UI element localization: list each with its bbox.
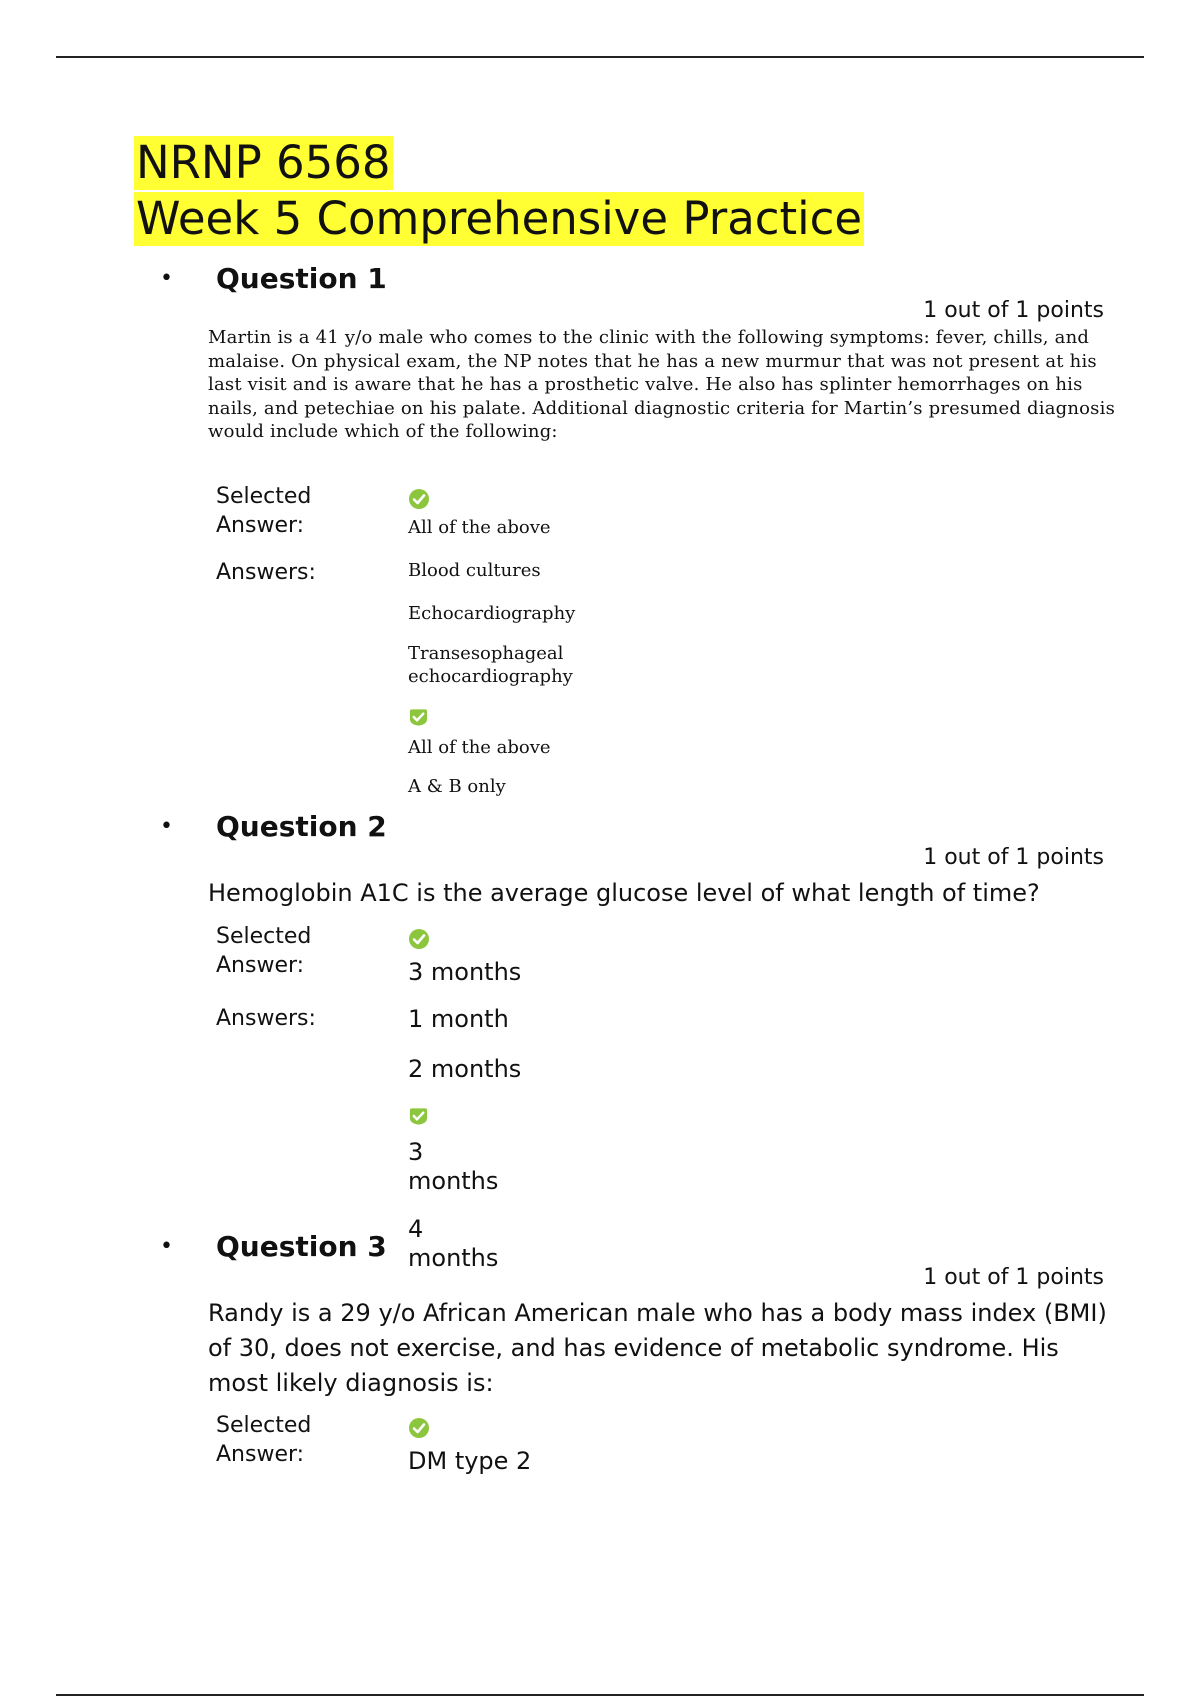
question-3-selected-answer: DM type 2 bbox=[408, 1447, 532, 1475]
selected-answer-label: Selected Answer: bbox=[216, 484, 312, 538]
question-1-answer-d: All of the above bbox=[408, 737, 551, 758]
bullet-icon: • bbox=[160, 1234, 173, 1259]
question-3-points: 1 out of 1 points bbox=[923, 1265, 1104, 1290]
question-2-answer-a: 1 month bbox=[408, 1005, 509, 1033]
bullet-icon: • bbox=[160, 814, 173, 839]
question-3-text: Randy is a 29 y/o African American male who has a body mass index (BMI) of 30, does not exercise, and has evidence of metabolic syndrome. His most likely diagnosis is: bbox=[208, 1299, 1107, 1397]
question-1-answer-c: Transesophageal echocardiography bbox=[408, 643, 573, 687]
question-1-points: 1 out of 1 points bbox=[923, 298, 1104, 323]
document-title bbox=[134, 136, 864, 248]
question-2-text: Hemoglobin A1C is the average glucose level of what length of time? bbox=[208, 879, 1040, 907]
title-assignment-name: Week 5 Comprehensive Practice bbox=[136, 192, 863, 245]
question-2-answer-b: 2 months bbox=[408, 1055, 522, 1083]
selected-answer-label: Selected Answer: bbox=[216, 1413, 312, 1467]
question-1-answer-e: A & B only bbox=[408, 776, 506, 797]
correct-check-icon bbox=[408, 707, 429, 727]
question-1-text: Martin is a 41 y/o male who comes to the clinic with the following symptoms: fever, chills, and malaise. On physical exam, the NP notes that he has a new murmur that was not present at his last visit and is aware that he has a prosthetic valve. He also has splinter hemorrhages on his nails, and petechiae on his palate. Additional diagnostic criteria for Martin’s presumed diagnosis would include which of the following: bbox=[208, 327, 1116, 442]
question-2-heading bbox=[160, 810, 387, 843]
correct-check-icon bbox=[408, 488, 430, 510]
footer-rule bbox=[56, 1694, 1144, 1696]
title-course-code: NRNP 6568 bbox=[136, 136, 391, 189]
bullet-icon: • bbox=[160, 266, 173, 291]
question-3-title: Question 3 bbox=[216, 1230, 387, 1263]
question-2-selected-answer: 3 months bbox=[408, 958, 522, 986]
question-2-title: Question 2 bbox=[216, 810, 387, 843]
correct-check-icon bbox=[408, 1417, 430, 1439]
question-3-heading bbox=[160, 1230, 387, 1263]
question-1-heading bbox=[160, 262, 387, 295]
question-1-selected-answer: All of the above bbox=[408, 517, 551, 538]
correct-check-icon bbox=[408, 1106, 429, 1126]
correct-check-icon bbox=[408, 928, 430, 950]
question-1-answer-b: Echocardiography bbox=[408, 603, 576, 624]
question-2-answer-d: 4 months bbox=[408, 1215, 499, 1272]
selected-answer-label: Selected Answer: bbox=[216, 924, 312, 978]
question-1-title: Question 1 bbox=[216, 262, 387, 295]
question-1-answer-a: Blood cultures bbox=[408, 560, 541, 581]
answers-label: Answers: bbox=[216, 1006, 316, 1031]
question-2-answer-c: 3 months bbox=[408, 1138, 499, 1195]
answers-label: Answers: bbox=[216, 560, 316, 585]
header-rule bbox=[56, 56, 1144, 58]
question-2-points: 1 out of 1 points bbox=[923, 845, 1104, 870]
